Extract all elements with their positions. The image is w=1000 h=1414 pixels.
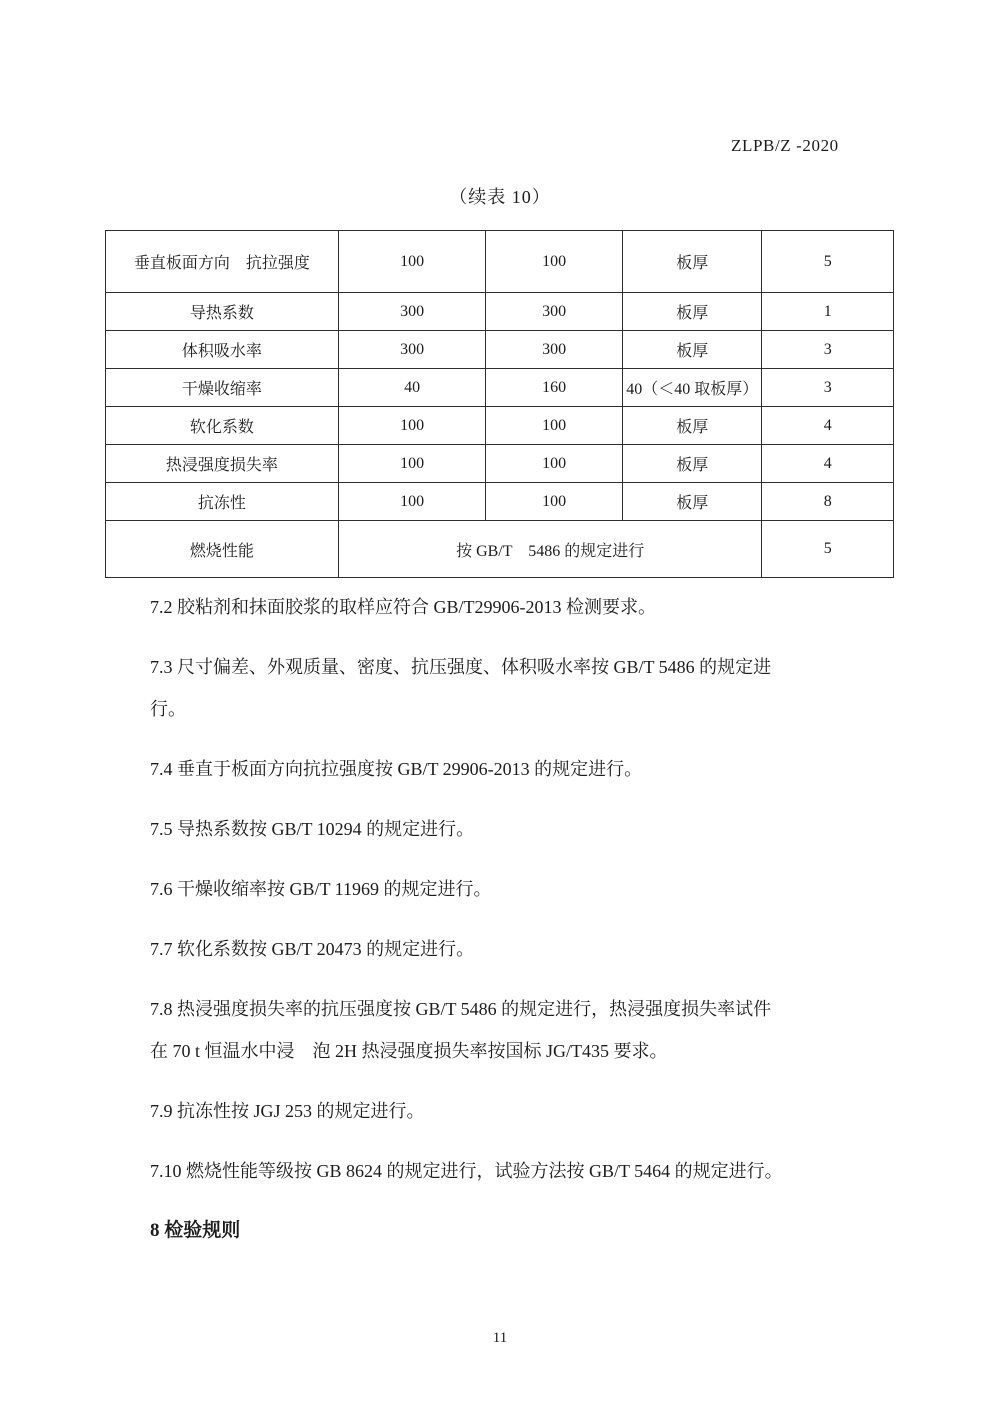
table-cell: 300 bbox=[486, 293, 623, 331]
paragraph-7-3 bbox=[150, 646, 870, 730]
table-cell: 160 bbox=[486, 369, 623, 407]
paragraph-line: 7.2 胶粘剂和抹面胶浆的取样应符合 GB/T29906-2013 检测要求。 bbox=[150, 597, 656, 617]
table-cell: 100 bbox=[338, 483, 486, 521]
paragraph-line: 7.4 垂直于板面方向抗拉强度按 GB/T 29906-2013 的规定进行。 bbox=[150, 759, 643, 779]
table-cell: 40（＜40 取板厚） bbox=[622, 369, 762, 407]
table-cell: 100 bbox=[486, 407, 623, 445]
table-row bbox=[106, 231, 894, 293]
table-caption: （续表 10） bbox=[449, 187, 551, 207]
paragraph-7-5 bbox=[150, 808, 870, 850]
table-cell: 5 bbox=[762, 521, 894, 578]
table-row bbox=[106, 293, 894, 331]
table-cell: 100 bbox=[486, 483, 623, 521]
doc-code: ZLPB/Z -2020 bbox=[731, 136, 839, 155]
paragraph-line: 行。 bbox=[150, 699, 186, 719]
table-cell: 300 bbox=[486, 331, 623, 369]
table-cell: 体积吸水率 bbox=[106, 331, 339, 369]
table-cell: 100 bbox=[338, 445, 486, 483]
table-cell-merged: 按 GB/T 5486 的规定进行 bbox=[338, 521, 762, 578]
table-cell: 300 bbox=[338, 293, 486, 331]
table-cell: 抗冻性 bbox=[106, 483, 339, 521]
paragraph-line: 在 70 t 恒温水中浸 泡 2H 热浸强度损失率按国标 JG/T435 要求。 bbox=[150, 1041, 668, 1061]
paragraph-line: 7.9 抗冻性按 JGJ 253 的规定进行。 bbox=[150, 1101, 425, 1121]
table-row bbox=[106, 407, 894, 445]
table-cell: 软化系数 bbox=[106, 407, 339, 445]
paragraph-line: 7.3 尺寸偏差、外观质量、密度、抗压强度、体积吸水率按 GB/T 5486 的规定进 bbox=[150, 657, 772, 677]
table-cell: 4 bbox=[762, 407, 894, 445]
table-cell: 垂直板面方向 抗拉强度 bbox=[106, 231, 339, 293]
table-cell: 板厚 bbox=[622, 231, 762, 293]
paragraph-line: 7.7 软化系数按 GB/T 20473 的规定进行。 bbox=[150, 939, 475, 959]
table-cell: 3 bbox=[762, 331, 894, 369]
table-row bbox=[106, 483, 894, 521]
table-cell: 板厚 bbox=[622, 407, 762, 445]
paragraph-line: 7.10 燃烧性能等级按 GB 8624 的规定进行，试验方法按 GB/T 5464 的规定进行。 bbox=[150, 1161, 783, 1181]
table-row bbox=[106, 521, 894, 578]
table-row bbox=[106, 369, 894, 407]
table-cell: 3 bbox=[762, 369, 894, 407]
table-cell: 板厚 bbox=[622, 445, 762, 483]
table-cell: 100 bbox=[486, 231, 623, 293]
paragraph-7-9 bbox=[150, 1090, 870, 1132]
paragraph-7-2 bbox=[150, 586, 870, 628]
section-heading: 8 检验规则 bbox=[150, 1220, 241, 1241]
body-text bbox=[150, 586, 870, 1252]
paragraph-7-4 bbox=[150, 748, 870, 790]
table-row bbox=[106, 445, 894, 483]
paragraph-7-10 bbox=[150, 1150, 870, 1192]
paragraph-7-8 bbox=[150, 988, 870, 1072]
paragraph-7-6 bbox=[150, 868, 870, 910]
table-cell: 8 bbox=[762, 483, 894, 521]
table-cell: 板厚 bbox=[622, 293, 762, 331]
table-cell: 燃烧性能 bbox=[106, 521, 339, 578]
table-cell: 100 bbox=[486, 445, 623, 483]
table-cell: 干燥收缩率 bbox=[106, 369, 339, 407]
table-cell: 热浸强度损失率 bbox=[106, 445, 339, 483]
table-row bbox=[106, 331, 894, 369]
paragraph-line: 7.8 热浸强度损失率的抗压强度按 GB/T 5486 的规定进行，热浸强度损失率试件 bbox=[150, 999, 772, 1019]
table-cell: 1 bbox=[762, 293, 894, 331]
table-cell: 导热系数 bbox=[106, 293, 339, 331]
paragraph-line: 7.6 干燥收缩率按 GB/T 11969 的规定进行。 bbox=[150, 879, 492, 899]
page-number: 11 bbox=[492, 1330, 508, 1346]
table-cell: 5 bbox=[762, 231, 894, 293]
table-cell: 300 bbox=[338, 331, 486, 369]
table-cell: 40 bbox=[338, 369, 486, 407]
paragraph-line: 7.5 导热系数按 GB/T 10294 的规定进行。 bbox=[150, 819, 475, 839]
table-cell: 4 bbox=[762, 445, 894, 483]
table-cell: 100 bbox=[338, 231, 486, 293]
paragraph-7-7 bbox=[150, 928, 870, 970]
table-cell: 板厚 bbox=[622, 331, 762, 369]
table-cell: 板厚 bbox=[622, 483, 762, 521]
spec-table bbox=[105, 230, 894, 578]
table-cell: 100 bbox=[338, 407, 486, 445]
